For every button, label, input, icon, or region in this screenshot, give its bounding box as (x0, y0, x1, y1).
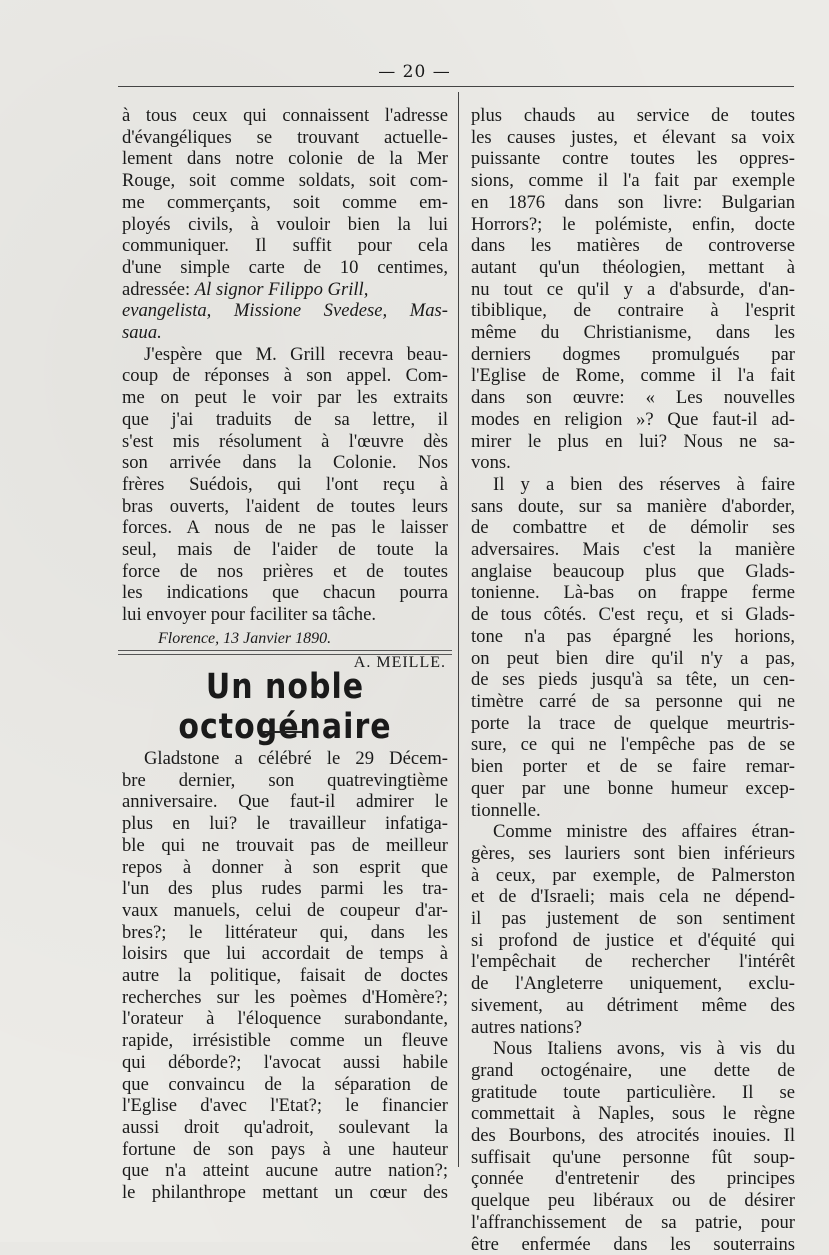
text-line: sans doute, sur sa manière d'aborder, (471, 495, 795, 517)
text-line: en 1876 dans son livre: Bulgarian (471, 191, 795, 213)
text-line: saua. (122, 322, 162, 344)
text-line: anniversaire. Que faut-il admirer le (122, 791, 448, 813)
text-line: d'une simple carte de 10 centimes, (122, 256, 448, 278)
text-line: bre dernier, son quatrevingtième (122, 769, 448, 791)
text-line: ployés civils, à vouloir bien la lui (122, 213, 448, 235)
text-line: loisirs que lui accordait de temps à (122, 943, 448, 965)
text-line: me commerçants, soit comme em- (122, 191, 448, 213)
text-line: tonienne. Là-bas on frappe ferme (471, 582, 795, 604)
text-line: lement dans notre colonie de la Mer (122, 148, 448, 170)
text-line: les indications que chacun pourra (122, 582, 448, 604)
article-title: Un noble octogénaire (178, 666, 392, 748)
text-line: repos à donner à son esprit que (122, 856, 448, 878)
column-divider (458, 92, 459, 1167)
text-line: tone n'a pas épargné les horions, (471, 625, 795, 647)
text-line: force de nos prières et de toutes (122, 560, 448, 582)
text-line: adversaires. Mais c'est la manière (471, 539, 795, 561)
text-line: l'empêchait de rechercher l'intérêt (471, 951, 795, 973)
address-italic: Al signor Filippo Grill, (194, 278, 369, 300)
text-line: les causes justes, et élevant sa voix (471, 126, 795, 148)
text-line: modes en religion »? Que faut-il ad- (471, 408, 795, 430)
text-line: tibiblique, de contraire à l'esprit (471, 300, 795, 322)
text-line: l'orateur à l'éloquence surabondante, (122, 1008, 448, 1030)
text-line: de tous côtés. C'est reçu, et si Glads- (471, 604, 795, 626)
text-line: être enfermée dans les souterrains (471, 1233, 795, 1255)
article-separator-rule (118, 650, 452, 651)
text-line: communiquer. Il suffit pour cela (122, 235, 448, 257)
text-line: le philanthrope mettant un cœur des (122, 1182, 448, 1204)
text-line: de ses pieds jusqu'à sa tête, un cen- (471, 669, 795, 691)
text-line: l'Eglise de Rome, comme il l'a fait (471, 365, 795, 387)
text-line: que convaincu de la séparation de (122, 1073, 448, 1095)
text-line: plus en lui? le travailleur infatiga- (122, 813, 448, 835)
text-line: quer par une bonne humeur excep- (471, 777, 795, 799)
text-line: l'Eglise d'avec l'Etat?; le financier (122, 1095, 448, 1117)
text-line: sivement, au détriment même des (471, 994, 795, 1016)
text-line: sure, ce qui ne l'empêche pas de se (471, 734, 795, 756)
article-body-left (122, 748, 448, 1204)
left-column-previous-article (122, 105, 448, 673)
text-line: recherches sur les poèmes d'Homère?; (122, 986, 448, 1008)
text-line: frères Suédois, qui l'ont reçu à (122, 473, 448, 495)
text-line: derniers dogmes promulgués par (471, 343, 795, 365)
text-line: seul, mais de l'aider de toute la (122, 539, 448, 561)
text-line: suffisait qu'une personne fût soup- (471, 1146, 795, 1168)
text-line: de combattre et de démolir ses (471, 517, 795, 539)
article-separator-rule (118, 654, 452, 655)
text-line: tionnelle. (471, 799, 541, 821)
text-line: Nous Italiens avons, vis à vis du (493, 1038, 795, 1060)
text-line: autre la politique, faisait de doctes (122, 965, 448, 987)
text-line: ble qui ne trouvait pas de meilleur (122, 834, 448, 856)
text-line: bras ouverts, l'aident de toutes leurs (122, 495, 448, 517)
text-line: gratitude toute particulière. Il se (471, 1081, 795, 1103)
text-line: l'un des plus rudes parmi les tra- (122, 878, 448, 900)
text-line: J'espère que M. Grill recevra beau- (144, 343, 448, 365)
signature-name: A. MEILLE. (353, 653, 446, 671)
text-line: vaux manuels, celui de coupeur d'ar- (122, 899, 448, 921)
text-line: aussi droit qu'adroit, soulevant la (122, 1116, 448, 1138)
page-number: — 20 — (378, 62, 451, 82)
text-line: plus chauds au service de toutes (471, 105, 795, 126)
text-line: vons. (471, 452, 511, 474)
text-line: à tous ceux qui connaissent l'adresse (122, 105, 448, 126)
header-rule (118, 86, 794, 87)
text-line: il pas justement de son sentiment (471, 908, 795, 930)
text-line: porte la trace de quelque meurtris- (471, 712, 795, 734)
text-line: sions, comme il l'a fait par exemple (471, 170, 795, 192)
text-line: autres nations? (471, 1016, 583, 1038)
text-line: on peut bien dire qu'il n'y a pas, (471, 647, 795, 669)
text-line: l'affranchissement de sa patrie, pour (471, 1211, 795, 1233)
title-dash (262, 731, 306, 733)
text-line: s'est mis résolument à l'œuvre dès (122, 430, 448, 452)
text-line: que j'ai traduits de sa lettre, il (122, 408, 448, 430)
text-line: si profond de justice et d'équité qui (471, 929, 795, 951)
text-line: grand octogénaire, une dette de (471, 1059, 795, 1081)
text-line: Horrors?; le polémiste, enfin, docte (471, 213, 795, 235)
text-line: commettait à Naples, sous le règne (471, 1103, 795, 1125)
text-line: des Bourbons, des atrocités inouies. Il (471, 1125, 795, 1147)
text-line: nu tout ce qu'il y a d'absurde, d'an- (471, 278, 795, 300)
text-line: evangelista, Missione Svedese, Mas- (122, 300, 448, 322)
text-line: puissante contre toutes les oppres- (471, 148, 795, 170)
text-line: d'évangéliques se trouvant actuelle- (122, 126, 448, 148)
text-line: et de d'Israeli; mais cela ne dépend- (471, 886, 795, 908)
address-prefix: adressée: (122, 278, 195, 300)
text-line: fortune de son pays à une hauteur (122, 1138, 448, 1160)
text-line: quelque peu libéraux ou de désirer (471, 1190, 795, 1212)
text-line: gères, ses lauriers sont bien inférieurs (471, 842, 795, 864)
text-line: anglaise beaucoup plus que Glads- (471, 560, 795, 582)
address-line (122, 279, 448, 301)
text-line: forces. A nous de ne pas le laisser (122, 517, 448, 539)
text-line: qui déborde?; l'avocat aussi habile (122, 1051, 448, 1073)
text-line: son arrivée dans la Colonie. Nos (122, 452, 448, 474)
text-line: même du Christianisme, dans les (471, 322, 795, 344)
text-line: autant qu'un théologien, mettant à (471, 256, 795, 278)
text-line: timètre carré de sa personne qui ne (471, 690, 795, 712)
text-line: çonnée d'entretenir des principes (471, 1168, 795, 1190)
text-line: à ceux, par exemple, de Palmerston (471, 864, 795, 886)
text-line: coup de réponses à son appel. Com- (122, 365, 448, 387)
text-line: de l'Angleterre uniquement, exclu- (471, 973, 795, 995)
text-line: Rouge, soit comme soldats, soit com- (122, 170, 448, 192)
text-line: lui envoyer pour faciliter sa tâche. (122, 604, 377, 626)
text-line: Il y a bien des réserves à faire (493, 473, 795, 495)
text-line: bres?; le littérateur qui, dans les (122, 921, 448, 943)
text-line: dans les matières de controverse (471, 235, 795, 257)
text-line: bien porter et de se faire remar- (471, 756, 795, 778)
article-body-right (471, 105, 795, 1255)
text-line: Gladstone a célébré le 29 Décem- (144, 748, 448, 769)
text-line: mirer le plus en lui? Nous ne sa- (471, 430, 795, 452)
text-line: Comme ministre des affaires étran- (493, 821, 795, 843)
text-line: rapide, irrésistible comme un fleuve (122, 1030, 448, 1052)
text-line: me on peut le voir par les extraits (122, 387, 448, 409)
text-line: que n'a atteint aucune autre nation?; (122, 1160, 448, 1182)
signature-date: Florence, 13 Janvier 1890. (158, 629, 332, 647)
text-line: dans son œuvre: « Les nouvelles (471, 387, 795, 409)
